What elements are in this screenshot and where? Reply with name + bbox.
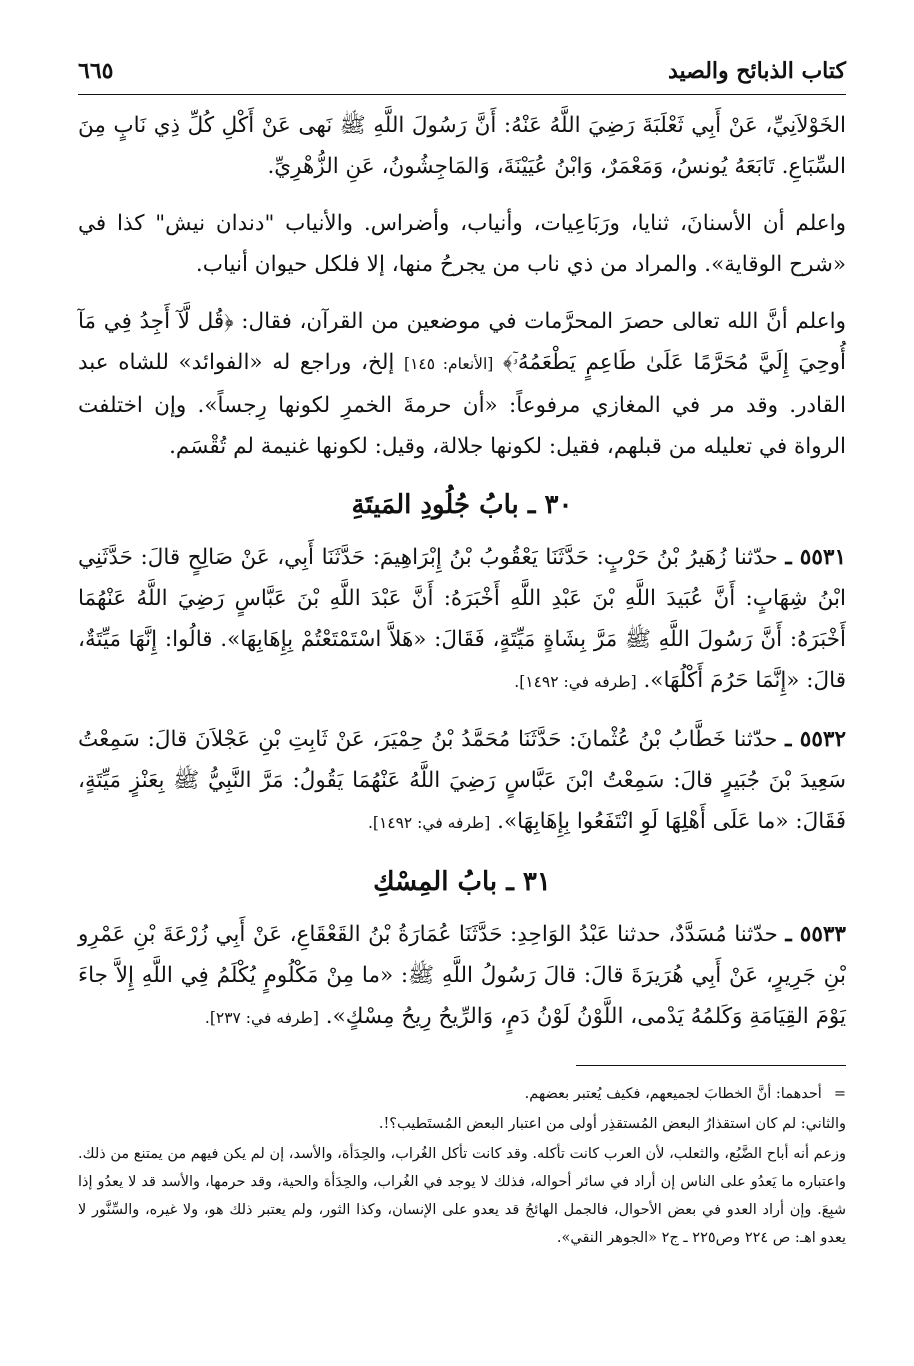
cross-reference: [طرفه في: ٢٣٧]. bbox=[204, 1009, 319, 1027]
footnote-line bbox=[78, 1080, 846, 1108]
hadith-5533 bbox=[78, 914, 846, 1039]
intro-paragraph: الخَوْلاَنِيِّ، عَنْ أَبِي ثَعْلَبَةَ رَضِيَ اللَّهُ عَنْهُ: أَنَّ رَسُولَ اللَّهِ ﷺ نَهى عَنْ أَكْلِ كُلِّ ذِي نَابٍ مِنَ السِّبَاعِ. تَابَعَهُ يُونسُ، وَمَعْمَرٌ، وَابْنُ عُيَيْنَةَ، وَالمَاجِشُونُ، عَنِ الزُّهْرِيِّ. bbox=[78, 113, 846, 179]
footnotes bbox=[78, 1080, 846, 1252]
hadith-number: ٥٥٣١ ـ bbox=[785, 545, 846, 570]
footnote-line: والثاني: لم كان استقذارُ البعض المُستقذِر أولى من اعتبار البعض المُستَطيب؟!. bbox=[378, 1116, 846, 1132]
continuation-mark: = bbox=[833, 1086, 846, 1102]
paragraph-text: واعلم أنَّ الله تعالى حصرَ المحرَّمات في موضعين من القرآن، فقال: ﴿قُل لَّآ أَجِدُ فِي مَآ أُوحِيَ إِلَيَّ مُحَرَّمًا عَلَىٰ طَاعِمٍ يَطْعَمُهُۥٓ﴾ bbox=[78, 309, 846, 375]
chapter-heading: ٣١ ـ بابُ المِسْكِ bbox=[373, 867, 551, 897]
hadith-number: ٥٥٣٢ ـ bbox=[785, 727, 846, 752]
hadith-text: حدّثنا مُسَدَّدٌ، حدثنا عَبْدُ الوَاحِدِ: حَدَّثَنَا عُمَارَةُ بْنُ القَعْقَاعِ، عَنْ أَبِي زُرْعَةَ بْنِ عَمْرِو بْنِ جَرِيرٍ، عَنْ أَبِي هُرَيرَةَ قالَ: قالَ رَسُولُ اللَّهِ ﷺ: «ما مِنْ مَكْلُومٍ يُكْلَمُ فِي اللَّهِ إِلاَّ جاءَ يَوْمَ القِيَامَةِ وَكَلمُهُ يَدْمى، اللَّوْنُ لَوْنُ دَمٍ، وَالرِّيحُ رِيحُ مِسْكٍ». bbox=[78, 922, 846, 1029]
commentary-paragraph: واعلم أن الأسنانَ، ثنايا، ورَبَاعِيات، وأنياب، وأضراس. والأنياب "دندان نيش" كذا في «شرح الوقاية». والمراد من ذي ناب من يجرحُ منها، إلا فلكل حيوان أنياب. bbox=[78, 211, 846, 277]
hadith-5532 bbox=[78, 719, 846, 844]
hadith-text: حدّثنا زُهَيرُ بْنُ حَرْبٍ: حَدَّثَنَا يَعْقُوبُ بْنُ إِبْرَاهِيمَ: حَدَّثَنَا أَبِي، عَنْ صَالِحٍ قالَ: حَدَّثَنِي ابْنُ شِهَابٍ: أَنَّ عُبَيدَ اللَّهِ بْنَ عَبْدِ اللَّهِ أَخْبَرَهُ: أَنَّ عَبْدَ اللَّهِ بْنَ عَبَّاسٍ رَضِيَ اللَّهُ عَنْهُمَا أَخْبَرَهُ: أَنَّ رَسُولَ اللَّهِ ﷺ مَرَّ بِشَاةٍ مَيِّتَةٍ، فَقَالَ: «هَلاَّ اسْتَمْتَعْتُمْ بِإِهَابِهَا». قالُوا: إِنَّهَا مَيِّتَةٌ، قالَ: «إِنَّمَا حَرُمَ أَكْلُهَا». bbox=[78, 545, 846, 693]
footnote-text: أحدهما: أنَّ الخطابَ لجميعهم، فكيف يُعتبر بعضهم. bbox=[524, 1086, 822, 1102]
footnote-divider bbox=[576, 1065, 846, 1066]
main-text bbox=[78, 105, 846, 1039]
paragraph-text: إلخ، وراجع له «الفوائد» للشاه عبد القادر. وقد مر في المغازي مرفوعاً: «أن حرمةَ الخمرِ لكونها رِجساً». وإن اختلفت الرواة في تعليله من قبلهم، فقيل: لكونها جلالة، وقيل: لكونها غنيمة لم تُقْسَم. bbox=[78, 350, 846, 459]
quran-reference: [الأنعام: ١٤٥] bbox=[404, 355, 494, 373]
book-page bbox=[78, 58, 846, 1254]
chapter-heading: ٣٠ ـ بابُ جُلُودِ المَيتَةِ bbox=[351, 490, 573, 520]
hadith-text: حدّثنا خَطَّابُ بْنُ عُثْمانَ: حَدَّثَنَا مُحَمَّدُ بْنُ حِمْيَرَ، عَنْ ثَابِتِ بْنِ عَجْلاَنَ قالَ: سَمِعْتُ سَعِيدَ بْنَ جُبَيرٍ قالَ: سَمِعْتُ ابْنَ عَبَّاسٍ رَضِيَ اللَّهُ عَنْهُمَا يَقُولُ: مَرَّ النَّبِيُّ ﷺ بِعَنْزٍ مَيِّتَةٍ، فَقَالَ: «ما عَلَى أَهْلِهَا لَوِ انْتَفَعُوا بِإِهَابِهَا». bbox=[78, 727, 846, 834]
cross-reference: [طرفه في: ١٤٩٢]. bbox=[514, 673, 637, 691]
running-header bbox=[78, 58, 846, 95]
running-title: كتاب الذبائح والصيد bbox=[667, 58, 846, 84]
hadith-5531 bbox=[78, 537, 846, 703]
cross-reference: [طرفه في: ١٤٩٢]. bbox=[367, 814, 491, 832]
page-number: ٦٦٥ bbox=[78, 58, 114, 84]
footnote-line: وزعم أنه أباح الضَّبُع، والثعلب، لأن العرب كانت تأكله. وقد كانت تأكل الغُراب، والحِدَأة، والأسد، إن لم يكن فيهم من يمتنع من ذلك. واعتباره ما يَعدُو على الناس إن أراد في سائر أحواله، فذلك لا يوجد في الغُراب، والحِدَأة والحية، وقد حرمها، والأسد قد لا يعدُو إذا شبِعَ. وإن أراد العدو في بعض الأحوال، فالجمل الهائجُ قد يعدو على الإنسان، وكذا الثور، ولم يعتبر ذلك هو، ولا غيره، والسِّنَّور لا يعدو اهـ: ص ٢٢٤ وص٢٢٥ ـ ج٢ «الجوهر النقي». bbox=[78, 1146, 846, 1246]
commentary-paragraph bbox=[78, 301, 846, 467]
hadith-number: ٥٥٣٣ ـ bbox=[785, 922, 846, 947]
